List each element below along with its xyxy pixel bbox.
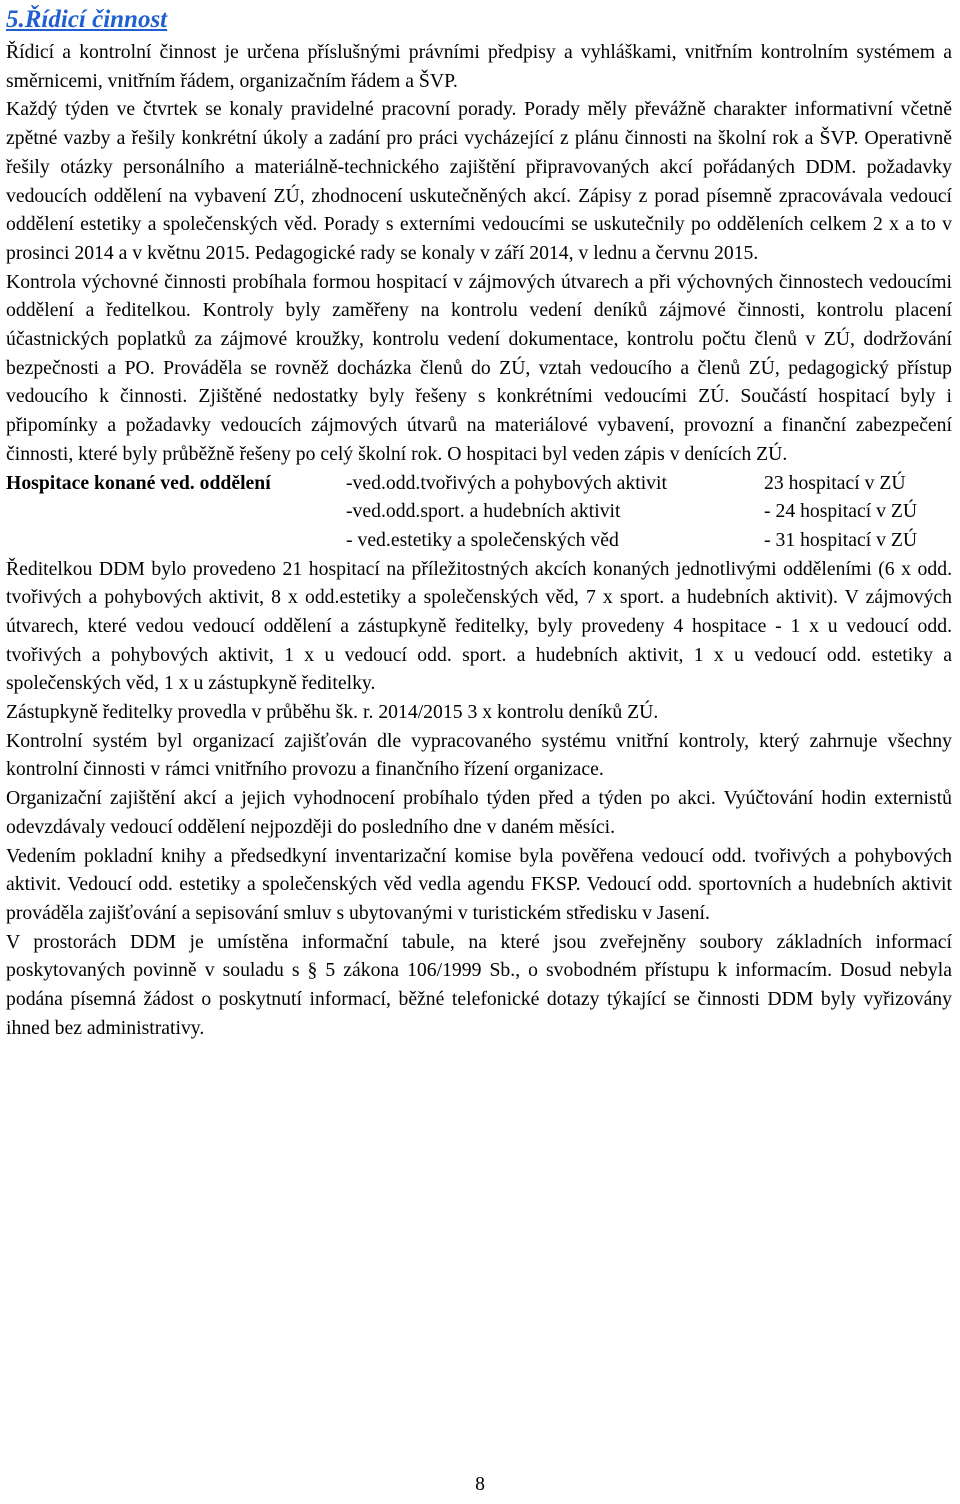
document-body: [6, 38, 952, 1043]
hospitace-count: 23 hospitací v ZÚ: [764, 471, 906, 494]
paragraph-porady: Každý týden ve čtvrtek se konaly pravidelné pracovní porady. Porady měly převážně charakter informativní včetně zpětné vazby a řešily konkrétní úkoly a zadání pro práci vycházející z plánu činnosti na školní rok a ŠVP. Operativně řešily otázky personálního a materiálně-technického zajištění připravovaných akcí pořádaných DDM. požadavky vedoucích oddělení na vybavení ZÚ, zhodnocení uskutečněných akcí. Zápisy z porad písemně zpracovávala vedoucí oddělení estetiky a společenských věd. Porady s externími vedoucími se uskutečnily po odděleních celkem 2 x a to v prosinci 2014 a v květnu 2015. Pedagogické rady se konaly v září 2014, v lednu a červnu 2015.: [6, 98, 952, 264]
paragraph-pokladna: Vedením pokladní knihy a předsedkyní inventarizační komise byla pověřena vedoucí odd. tvořivých a pohybových aktivit. Vedoucí odd. estetiky a společenských věd vedla agendu FKSP. Vedoucí odd. sportovních a hudebních aktivit prováděla zajišťování a sepisování smluv s ubytovanými v turistickém středisku v Jasení.: [6, 844, 952, 924]
paragraph-kontrola: Kontrola výchovné činnosti probíhala formou hospitací v zájmových útvarech a při výchovných činnostech vedoucími oddělení a ředitelkou. Kontroly byly zaměřeny na kontrolu vedení deníků zájmové činnosti, kontrolu placení účastnických poplatků za zájmové kroužky, kontrolu vedení dokumentace, kontrolu počtu členů v ZÚ, dodržování bezpečnosti a PO. Prováděla se rovněž docházka členů do ZÚ, vztah vedoucího a členů ZÚ, pedagogický přístup vedoucího k činnosti. Zjištěné nedostatky byly řešeny s konkrétními vedoucími ZÚ. Součástí hospitací byly i připomínky a požadavky vedoucích zájmových útvarů na materiálové vybavení, provozní a finanční zabezpečení činnosti, které byly průběžně řešeny po celý školní rok. O hospitaci byl veden zápis v denících ZÚ.: [6, 270, 952, 465]
paragraph-informace: V prostorách DDM je umístěna informační tabule, na které jsou zveřejněny soubory základních informací poskytovaných povinně v souladu s § 5 zákona 106/1999 Sb., o svobodném přístupu k informacím. Dosud nebyla podána písemná žádost o poskytnutí informací, běžné telefonické dotazy týkající se činnosti DDM byly vyřizovány ihned bez administrativy.: [6, 930, 952, 1039]
hospitace-count: - 24 hospitací v ZÚ: [764, 500, 918, 523]
paragraph-reditelka: Ředitelkou DDM bylo provedeno 21 hospitací na příležitostných akcích konaných jednotlivými odděleními (6 x odd. tvořivých a pohybových aktivit, 8 x odd.estetiky a společenských věd, 7 x sport. a hudebních aktivit). V zájmových útvarech, které vedou vedoucí oddělení a zástupkyně ředitelky, byly provedeny 4 hospitace - 1 x u vedoucí odd. tvořivých a pohybových aktivit, 1 x u vedoucí odd. sport. a hudebních aktivit, 1 x u vedoucí odd. estetiky a společenských věd, 1 x u zástupkyně ředitelky.: [6, 557, 952, 695]
paragraph-organizace: Organizační zajištění akcí a jejich vyhodnocení probíhalo týden před a týden po akci. Vyúčtování hodin externistů odevzdávaly vedoucí oddělení nejpozději do posledního dne v daném měsíci.: [6, 787, 952, 838]
hospitace-department: -ved.odd.sport. a hudebních aktivit: [346, 500, 621, 523]
hospitace-count: - 31 hospitací v ZÚ: [764, 528, 918, 551]
hospitace-list: [6, 469, 952, 555]
paragraph-intro: Řídicí a kontrolní činnost je určena příslušnými právními předpisy a vyhláškami, vnitřním kontrolním systémem a směrnicemi, vnitřním řádem, organizačním řádem a ŠVP.: [6, 41, 952, 92]
paragraph-kontrolni-system: Kontrolní systém byl organizací zajišťován dle vypracovaného systému vnitřní kontroly, který zahrnuje všechny kontrolní činnosti v rámci vnitřního provozu a finančního řízení organizace.: [6, 729, 952, 781]
hospitace-department: -ved.odd.tvořivých a pohybových aktivit: [346, 471, 667, 494]
paragraph-zastupkyne: Zástupkyně ředitelky provedla v průběhu šk. r. 2014/2015 3 x kontrolu deníků ZÚ.: [6, 701, 659, 724]
hospitace-department: - ved.estetiky a společenských věd: [346, 528, 619, 551]
section-heading: 5.Řídicí činnost: [6, 6, 168, 33]
hospitace-label: Hospitace konané ved. oddělení: [6, 471, 271, 494]
page-number: 8: [475, 1473, 485, 1495]
